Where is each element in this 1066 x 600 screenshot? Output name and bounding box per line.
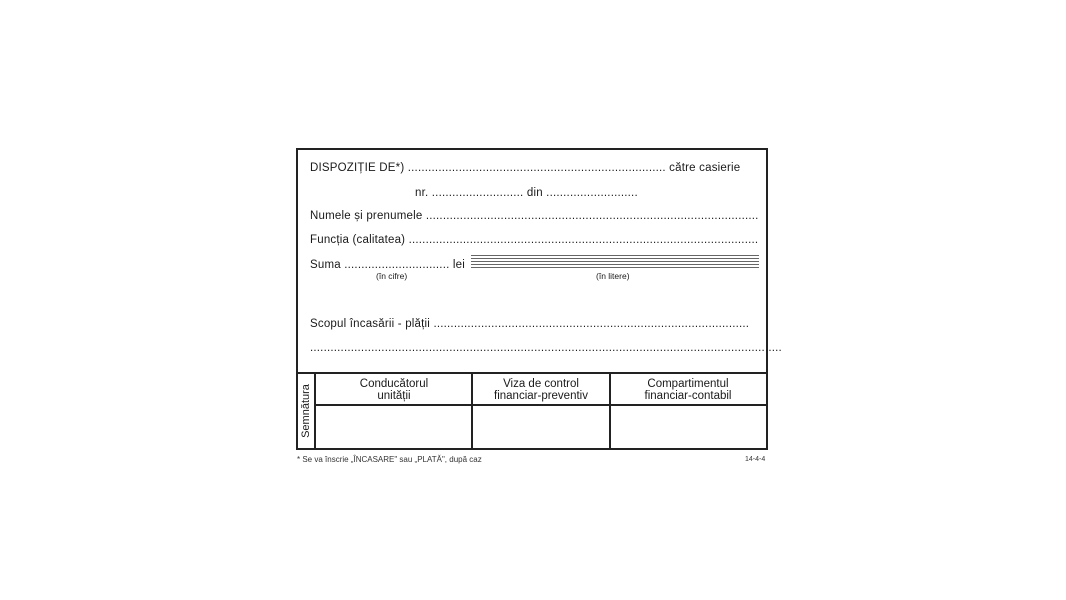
column-header-line2: unității <box>377 390 411 402</box>
signature-table <box>298 372 766 448</box>
signature-cell-control-visa[interactable] <box>474 406 610 448</box>
scope-line: Scopul încasării - plății ............................................................................................. <box>310 318 750 330</box>
signature-label: Semnătura <box>300 384 312 438</box>
sum-in-words-field <box>471 255 759 269</box>
column-header-accounting <box>610 374 766 406</box>
column-header-line1: Compartimentul <box>647 378 729 390</box>
cash-disposition-form <box>296 148 782 450</box>
column-header-line2: financiar-contabil <box>644 390 732 402</box>
form-code: 14-4-4 <box>745 456 766 463</box>
signature-label-column <box>298 374 316 448</box>
function-line: Funcția (calitatea) ....................................................................................................... <box>310 234 759 246</box>
signature-grid <box>316 374 766 448</box>
in-litere-label: (în litere) <box>596 271 630 281</box>
column-header-line1: Viza de control <box>503 378 579 390</box>
column-divider <box>471 374 473 448</box>
in-cifre-label: (în cifre) <box>376 271 408 281</box>
number-date-line: nr. ........................... din ........................... <box>415 187 638 199</box>
column-divider <box>609 374 611 448</box>
signature-cell-manager[interactable] <box>316 406 472 448</box>
signature-cell-accounting[interactable] <box>612 406 766 448</box>
name-line: Numele și prenumele .................................................................................................. <box>310 210 759 222</box>
title-line: DISPOZIȚIE DE*) ............................................................................ către casierie <box>310 162 741 174</box>
column-header-line1: Conducătorul <box>359 378 429 390</box>
sum-line: Suma ............................... lei <box>310 259 465 271</box>
footnote: * Se va înscrie „ÎNCASARE" sau „PLATĂ", după caz <box>297 455 482 464</box>
column-header-manager <box>316 374 472 406</box>
column-header-control-visa <box>472 374 610 406</box>
blank-line: ........................................................................................................................................... <box>310 342 782 354</box>
column-header-line2: financiar-preventiv <box>494 390 588 402</box>
